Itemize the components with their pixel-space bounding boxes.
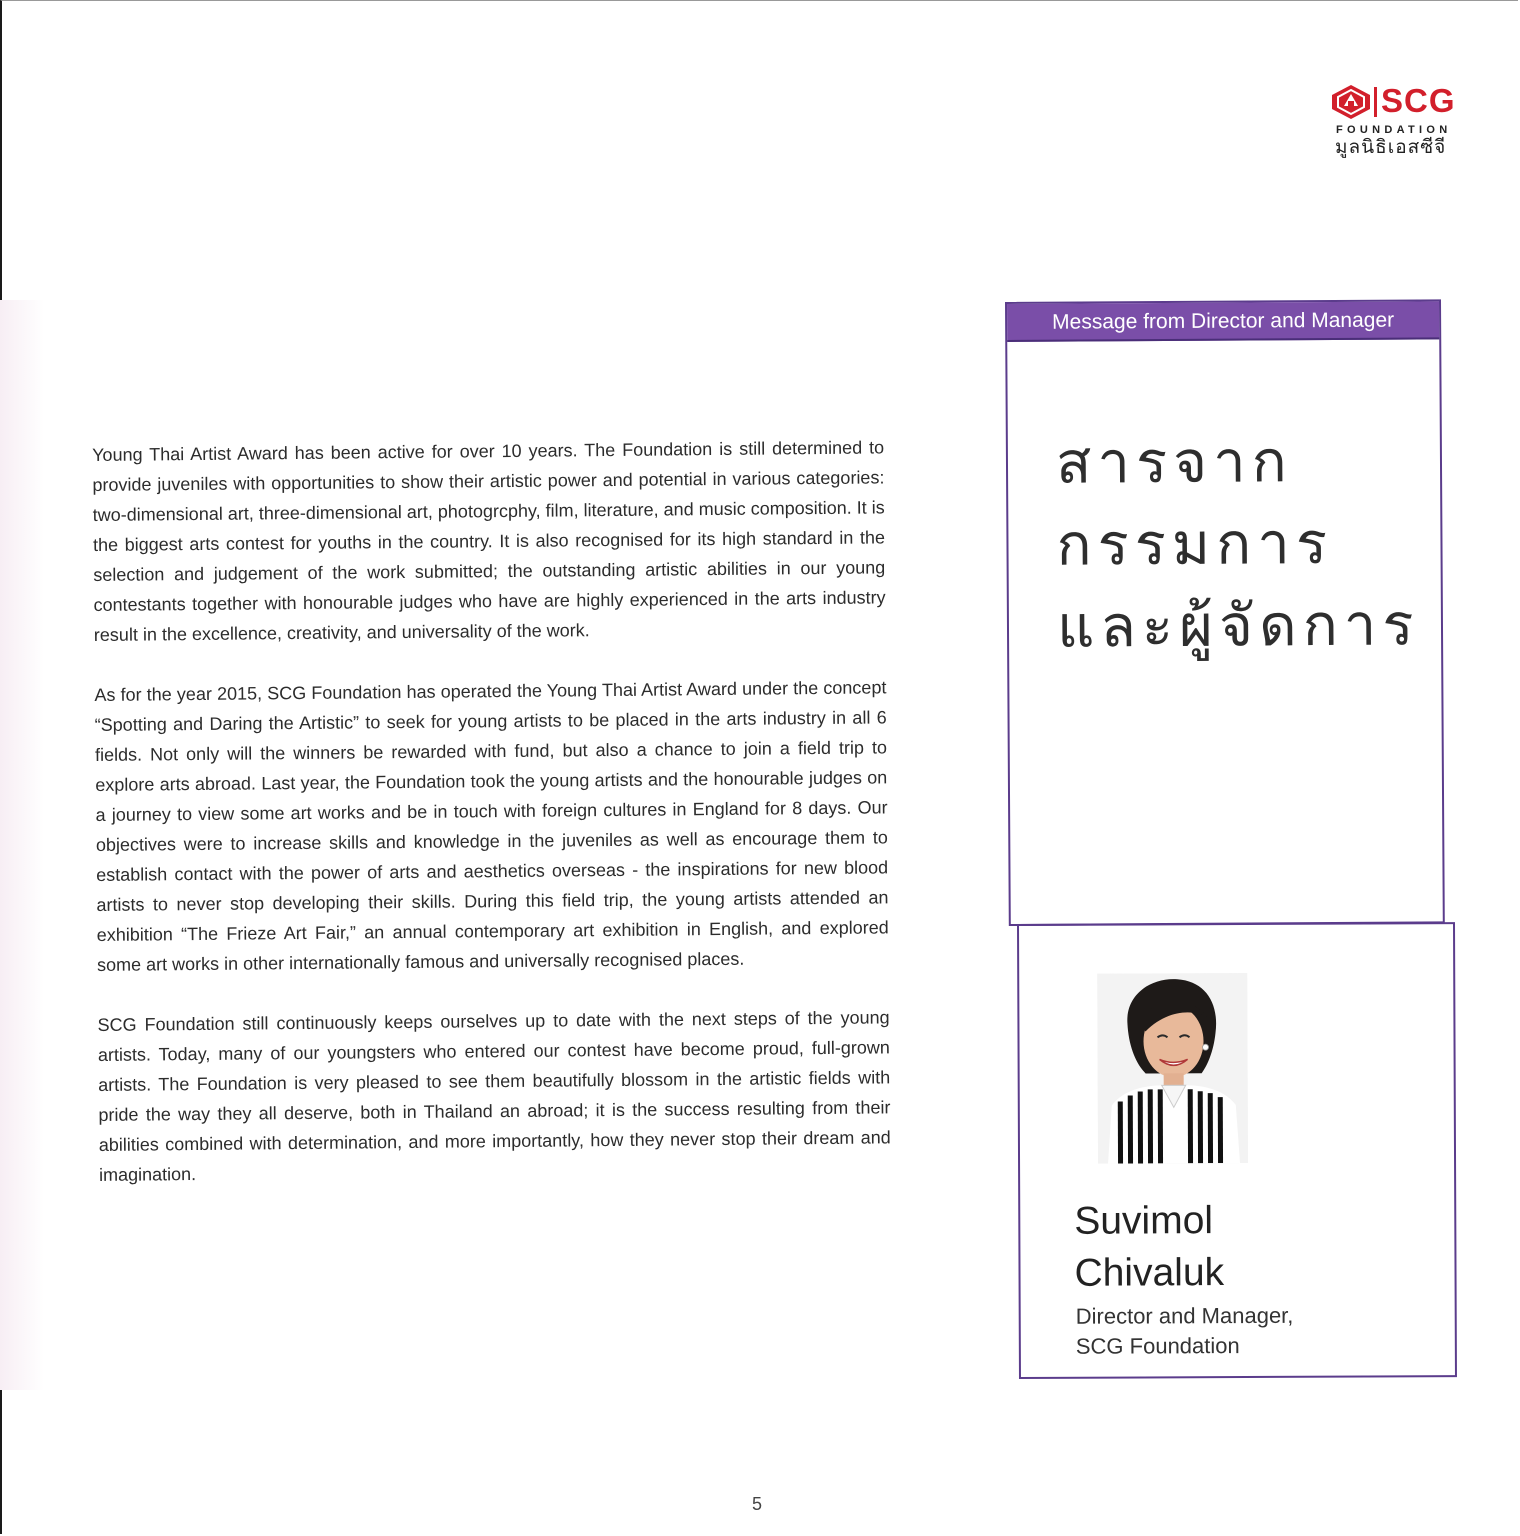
director-role xyxy=(1076,1300,1436,1362)
article-paragraph: Young Thai Artist Award has been active for over 10 years. The Foundation is still determined to provide juveniles with opportunities to show their artistic power and potential in various categories: two-dimensional art, three-dimensional art, photogrcphy, film, literature, and music composition. It is the biggest arts contest for youths in the country. It is also recognised for its high standard in the selection and judgement of the work submitted; the outstanding artistic abilities in our young contestants together with honourable judges who have are highly experienced in the arts industry result in the excellence, creativity, and universality of the work. xyxy=(92,437,886,645)
thai-title-line: กรรมการ xyxy=(1056,509,1334,579)
director-role-title: Director and Manager, xyxy=(1075,1302,1294,1329)
director-name-first: Suvimol xyxy=(1074,1199,1214,1243)
thai-title xyxy=(1056,419,1437,667)
message-title-panel xyxy=(1005,299,1445,926)
scg-foundation-logo xyxy=(1330,84,1470,164)
article-paragraph: As for the year 2015, SCG Foundation has operated the Young Thai Artist Award under the concept “Spotting and Daring the Artistic” to seek for young artists to be placed in the arts industry in all 6 fields. Not only will the winners be rewarded with fund, but also a chance to join a field trip to explore arts abroad. Last year, the Foundation took the young artists and the honourable judges on a journey to view some art works and be in touch with foreign cultures in England for 8 days. Our objectives were to increase skills and knowledge in the juveniles as well as encourage them to establish contact with the power of arts and aesthetics overseas - the inspirations for new blood artists to never stop developing their skills. During this field trip, the young artists attended an exhibition “The Frieze Art Fair,” an annual contemporary art exhibition in English, and explored some art works in other internationally famous and universally recognised places. xyxy=(94,677,889,975)
thai-title-line: สารจาก xyxy=(1055,427,1293,497)
director-portrait-photo xyxy=(1097,973,1248,1164)
page-gutter-shade xyxy=(0,300,44,1390)
article-body xyxy=(92,432,891,1220)
director-name-last: Chivaluk xyxy=(1074,1251,1225,1295)
logo-brand-text: SCG xyxy=(1381,82,1456,119)
director-name xyxy=(1074,1194,1434,1300)
logo-foundation-text: FOUNDATION xyxy=(1336,124,1452,136)
panel-header: Message from Director and Manager xyxy=(1007,301,1439,342)
article-paragraph: SCG Foundation still continuously keeps ourselves up to date with the next steps of the young artists. Today, many of our youngsters who entered our contest have become proud, full-grown artists. The Foundation is very pleased to see them beautifully blossom in the artistic fields with pride the way they all deserve, both in Thailand an abroad; it is the success resulting from their abilities combined with determination, and more importantly, how they never stop their dream and imagination. xyxy=(97,1007,891,1185)
director-profile-panel xyxy=(1017,922,1457,1379)
director-role-org: SCG Foundation xyxy=(1075,1333,1240,1359)
page-number: 5 xyxy=(751,1494,762,1514)
logo-separator xyxy=(1374,87,1377,117)
thai-title-line: และผู้จัดการ xyxy=(1056,590,1420,661)
logo-thai-text: มูลนิธิเอสซีจี xyxy=(1335,136,1447,158)
scg-emblem-icon xyxy=(1330,84,1372,120)
